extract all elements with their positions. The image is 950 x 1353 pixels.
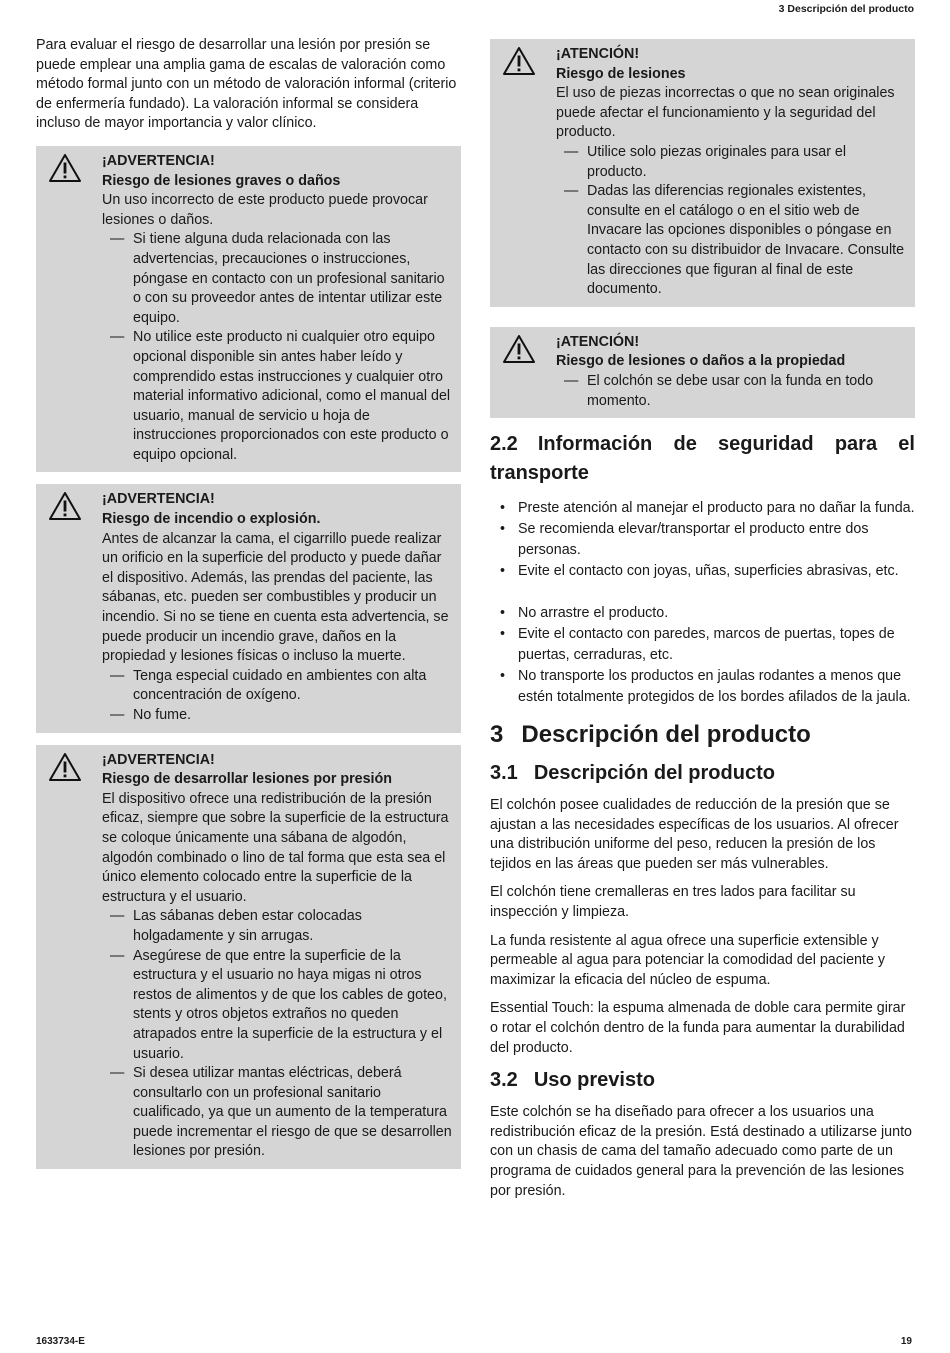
document-number: 1633734-E <box>36 1336 85 1347</box>
list-item: • No transporte los productos en jaulas rodantes a menos que estén totalmente protegidos de los bordes afilados de la jaula. <box>500 668 911 706</box>
warning-list-item: — No utilice este producto ni cualquier otro equipo opcional disponible sin antes haber leído y comprendido estas instrucciones y cualquier otro material informativo adicional, como el manual del usuario, manual de servicio u hoja de instrucciones proporcionados con este producto o equipo opcional. <box>110 329 451 463</box>
paragraph: La funda resistente al agua ofrece una superficie extensible y permeable al agua para potenciar la comodidad del paciente y maximizar la eficacia del núcleo de espuma. <box>490 932 886 988</box>
caution-list-item: — El colchón se debe usar con la funda en todo momento. <box>564 372 874 409</box>
warning-box-fire <box>36 484 461 732</box>
list-item: • Preste atención al manejar el producto para no dañar la funda. <box>500 500 915 517</box>
caution-title: Riesgo de lesiones <box>556 65 686 82</box>
warning-keyword: ¡ADVERTENCIA! <box>102 751 215 768</box>
chapter-3-heading: 3 Descripción del producto <box>490 721 811 749</box>
warning-list-item: — Tenga especial cuidado en ambientes con alta concentración de oxígeno. <box>110 667 427 704</box>
warning-list-item: — Asegúrese de que entre la superficie de la estructura y el usuario no haya migas ni otros restos de alimentos y de que los cables de goteo, stents y otros objetos extraños no queden atrapados entre la superficie de la estructura y el usuario. <box>110 947 447 1062</box>
warning-list-item: — Si desea utilizar mantas eléctricas, deberá consultarlo con un profesional sanitario cualificado, ya que un aumento de la temperatura puede incrementar el riesgo de que se desarrollen lesiones por presión. <box>110 1065 452 1160</box>
paragraph: Este colchón se ha diseñado para ofrecer a los usuarios una redistribución eficaz de la presión. Está destinado a utilizarse junto con un chasis de cama del tamaño adecuado como parte de un programa de cuidados general para la prevención de las lesiones por presión. <box>490 1104 912 1199</box>
warning-list-item: — Las sábanas deben estar colocadas holgadamente y sin arrugas. <box>110 908 362 944</box>
caution-text: El uso de piezas incorrectas o que no sean originales puede afectar el funcionamiento y la seguridad del producto. <box>556 85 895 141</box>
warning-triangle-icon <box>48 491 82 521</box>
warning-text: Antes de alcanzar la cama, el cigarrillo puede realizar un orificio en la superficie del producto y puede dañar el dispositivo. Además, las prendas del paciente, las sábanas, etc. pueden ser combustibles y producir un incendio. Si no se tiene en cuenta esta advertencia, se puede producir un incendio grave, daños en la propiedad y lesiones físicas o incluso la muerte. <box>102 530 449 665</box>
warning-title: Riesgo de incendio o explosión. <box>102 511 321 528</box>
left-column <box>36 36 461 1181</box>
caution-box-parts <box>490 39 915 307</box>
list-item: • No arrastre el producto. <box>500 605 669 622</box>
paragraph: El colchón posee cualidades de reducción de la presión que se ajustan a las necesidades específicas de los usuarios. Al ofrecer una distribución uniforme del peso, reducen la presión de los tejidos en las áreas que pueden ser más vulnerables. <box>490 797 899 872</box>
warning-title: Riesgo de lesiones graves o daños <box>102 172 341 189</box>
warning-text: Un uso incorrecto de este producto puede provocar lesiones o daños. <box>102 192 428 228</box>
warning-box-pressure-injury <box>36 745 461 1169</box>
caution-list <box>556 372 907 411</box>
caution-list-item: — Utilice solo piezas originales para usar el producto. <box>564 143 847 180</box>
warning-box-serious-injury <box>36 146 461 473</box>
paragraph: El colchón tiene cremalleras en tres lados para facilitar su inspección y limpieza. <box>490 884 856 921</box>
warning-triangle-icon <box>48 153 82 183</box>
caution-keyword: ¡ATENCIÓN! <box>556 333 640 350</box>
warning-triangle-icon <box>502 334 536 364</box>
warning-list <box>102 907 453 1162</box>
warning-title: Riesgo de desarrollar lesiones por presión <box>102 771 393 788</box>
paragraph: Essential Touch: la espuma almenada de doble cara permite girar o rotar el colchón dentro de la funda para aumentar la durabilidad del producto. <box>490 1000 906 1056</box>
warning-triangle-icon <box>502 46 536 76</box>
running-header: 3 Descripción del producto <box>778 3 914 15</box>
list-item: • Evite el contacto con joyas, uñas, superficies abrasivas, etc. <box>500 563 899 580</box>
warning-text: El dispositivo ofrece una redistribución de la presión eficaz, siempre que sobre la superficie de la estructura se coloque únicamente una sábana de algodón, algodón combinado o lino de tal forma que esta sea el único elemento colocado entre la superficie de la estructura y el usuario. <box>102 790 449 905</box>
warning-keyword: ¡ADVERTENCIA! <box>102 152 215 169</box>
caution-list <box>556 143 907 300</box>
caution-keyword: ¡ATENCIÓN! <box>556 46 640 62</box>
page-number: 19 <box>900 1336 912 1347</box>
warning-list <box>102 667 453 726</box>
warning-list <box>102 230 453 465</box>
warning-list-item: — No fume. <box>110 707 192 723</box>
intro-paragraph: Para evaluar el riesgo de desarrollar una lesión por presión se puede emplear una amplia gama de escalas de valoración como método formal junto con un método de valoración informal (criterio de enfermería fundado). La valoración informal se considera incluso de mayor importancia y valor clínico. <box>36 37 457 132</box>
section-2-2-heading: 2.2 Información de seguridad para el transporte <box>490 433 915 485</box>
warning-list-item: — Si tiene alguna duda relacionada con las advertencias, precauciones o instrucciones, póngase en contacto con un profesional sanitario o con su proveedor antes de intentar utilizar este equipo. <box>110 231 445 326</box>
transport-bullet-list <box>490 498 915 708</box>
caution-list-item: — Dadas las diferencias regionales existentes, consulte en el catálogo o en el sitio web de Invacare las opciones disponibles o póngase en contacto con su distribuidor de Invacare. Consulte las direcciones que figuran al final de este documento. <box>564 183 905 298</box>
section-3-1-heading: 3.1 Descripción del producto <box>490 762 775 785</box>
list-item: • Se recomienda elevar/transportar el producto entre dos personas. <box>500 521 869 559</box>
warning-triangle-icon <box>48 752 82 782</box>
warning-keyword: ¡ADVERTENCIA! <box>102 491 215 508</box>
section-3-2-heading: 3.2 Uso previsto <box>490 1069 655 1092</box>
caution-title: Riesgo de lesiones o daños a la propiedad <box>556 353 846 370</box>
caution-box-cover <box>490 327 915 418</box>
right-column <box>490 39 915 1210</box>
list-item: • Evite el contacto con paredes, marcos de puertas, topes de puertas, cerraduras, etc. <box>500 626 895 664</box>
